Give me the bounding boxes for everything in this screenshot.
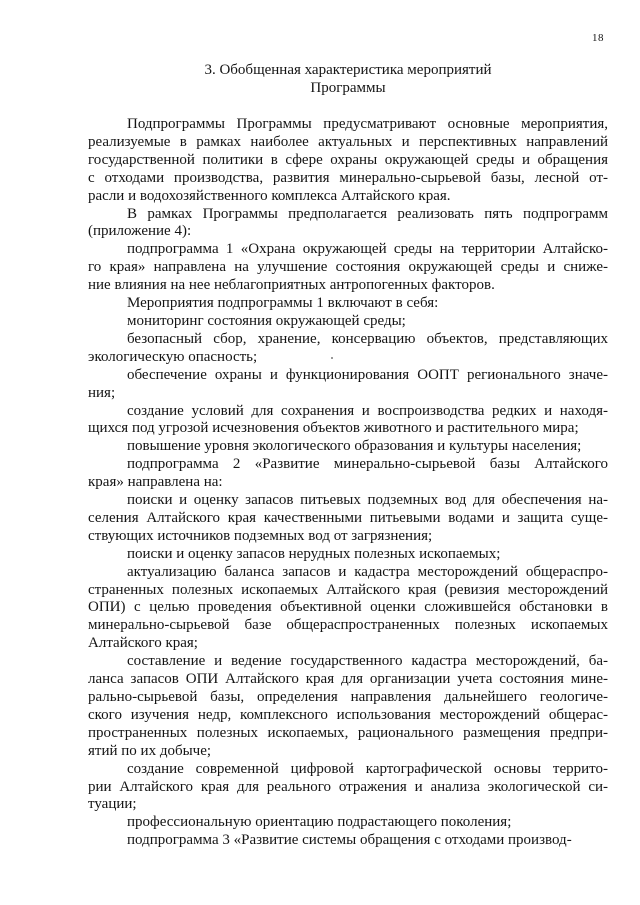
paragraph [88,241,608,295]
text-line: создание условий для сохранения и воспроизводства редких и находя- [127,402,608,419]
text-line: составление и ведение государственного кадастра месторождений, ба- [127,653,608,670]
text-line: ланса запасов ОПИ Алтайского края для организации учета состояния мине- [88,671,608,688]
paragraph [88,456,608,492]
paragraph [88,653,608,760]
paragraph [88,313,608,331]
text-line: рии Алтайского края для реального отражения и анализа экологической си- [88,778,608,795]
paragraph [88,367,608,403]
text-line: ОПИ) с целью проведения объективной оценки сложившейся обстановки в [88,599,608,616]
text-line: повышение уровня экологического образования и культуры населения; [127,438,582,455]
text-line: ния; [88,384,116,401]
section-heading-line-1: 3. Обобщенная характеристика мероприятий [204,62,492,78]
text-line: (приложение 4): [88,223,192,240]
text-line: ние влияния на нее неблагоприятных антропогенных факторов. [88,277,495,294]
text-line: Алтайского края; [88,635,198,652]
paragraph [88,295,608,313]
paragraph [88,814,608,832]
text-line: безопасный сбор, хранение, консервацию объектов, представляющих [127,330,608,347]
text-line: поиски и оценку запасов нерудных полезных ископаемых; [127,545,501,562]
text-line: страненных полезных ископаемых Алтайского края (ревизия месторождений [88,581,608,598]
document-body [88,116,608,850]
text-line: туации; [88,796,137,813]
text-line: В рамках Программы предполагается реализовать пять подпрограмм [127,205,608,222]
text-line: обеспечение охраны и функционирования ООПТ регионального значе- [127,366,608,383]
text-line: ского изучения недр, комплексного использования месторождений общерас- [88,706,608,723]
text-line: поиски и оценку запасов питьевых подземных вод для обеспечения на- [127,492,608,509]
paragraph [88,761,608,815]
text-line: Мероприятия подпрограммы 1 включают в себя: [127,295,439,312]
paragraph [88,438,608,456]
text-line: го края» направлена на улучшение состояния окружающей среды и сниже- [88,259,608,276]
text-line: минерально-сырьевой базе общераспространенных полезных ископаемых [88,617,608,634]
paragraph [88,331,608,367]
section-heading-line-2: Программы [310,80,386,96]
text-line: подпрограмма 3 «Развитие системы обращения с отходами производ- [127,832,572,849]
paragraph [88,832,608,850]
text-line: пространенных полезных ископаемых, рационального размещения предпри- [88,724,608,741]
paragraph [88,546,608,564]
text-line: актуализацию баланса запасов и кадастра месторождений общераспро- [127,563,608,580]
text-line: подпрограмма 1 «Охрана окружающей среды на территории Алтайско- [127,241,608,258]
text-line: экологическую опасность; [88,348,258,365]
text-line: расли и водохозяйственного комплекса Алтайского края. [88,187,451,204]
text-line: щихся под угрозой исчезновения объектов животного и растительного мира; [88,420,579,437]
text-line: профессиональную ориентацию подрастающего поколения; [127,814,512,831]
text-line: ятий по их добыче; [88,742,212,759]
text-line: Подпрограммы Программы предусматривают основные мероприятия, [127,116,608,132]
text-line: селения Алтайского края качественными питьевыми водами и защита суще- [88,509,608,526]
paragraph [88,206,608,242]
paragraph [88,492,608,546]
text-line: создание современной цифровой картографической основы террито- [127,760,608,777]
paragraph [88,403,608,439]
section-heading [88,61,608,97]
text-line: края» направлена на: [88,474,223,491]
text-line: подпрограмма 2 «Развитие минерально-сырьевой базы Алтайского [127,456,608,473]
text-line: реализуемые в рамках наиболее актуальных и перспективных направлений [88,133,608,150]
text-line: мониторинг состояния окружающей среды; [127,312,406,329]
text-line: ствующих источников подземных вод от загрязнения; [88,527,433,544]
text-line: рально-сырьевой базы, определения направления дальнейшего геологиче- [88,689,608,705]
paragraph [88,564,608,654]
text-line: с отходами производства, развития минерально-сырьевой базы, лесной от- [88,169,608,186]
paragraph [88,116,608,206]
page-number: 18 [592,32,604,44]
text-line: государственной политики в сфере охраны окружающей среды и обращения [88,151,608,168]
